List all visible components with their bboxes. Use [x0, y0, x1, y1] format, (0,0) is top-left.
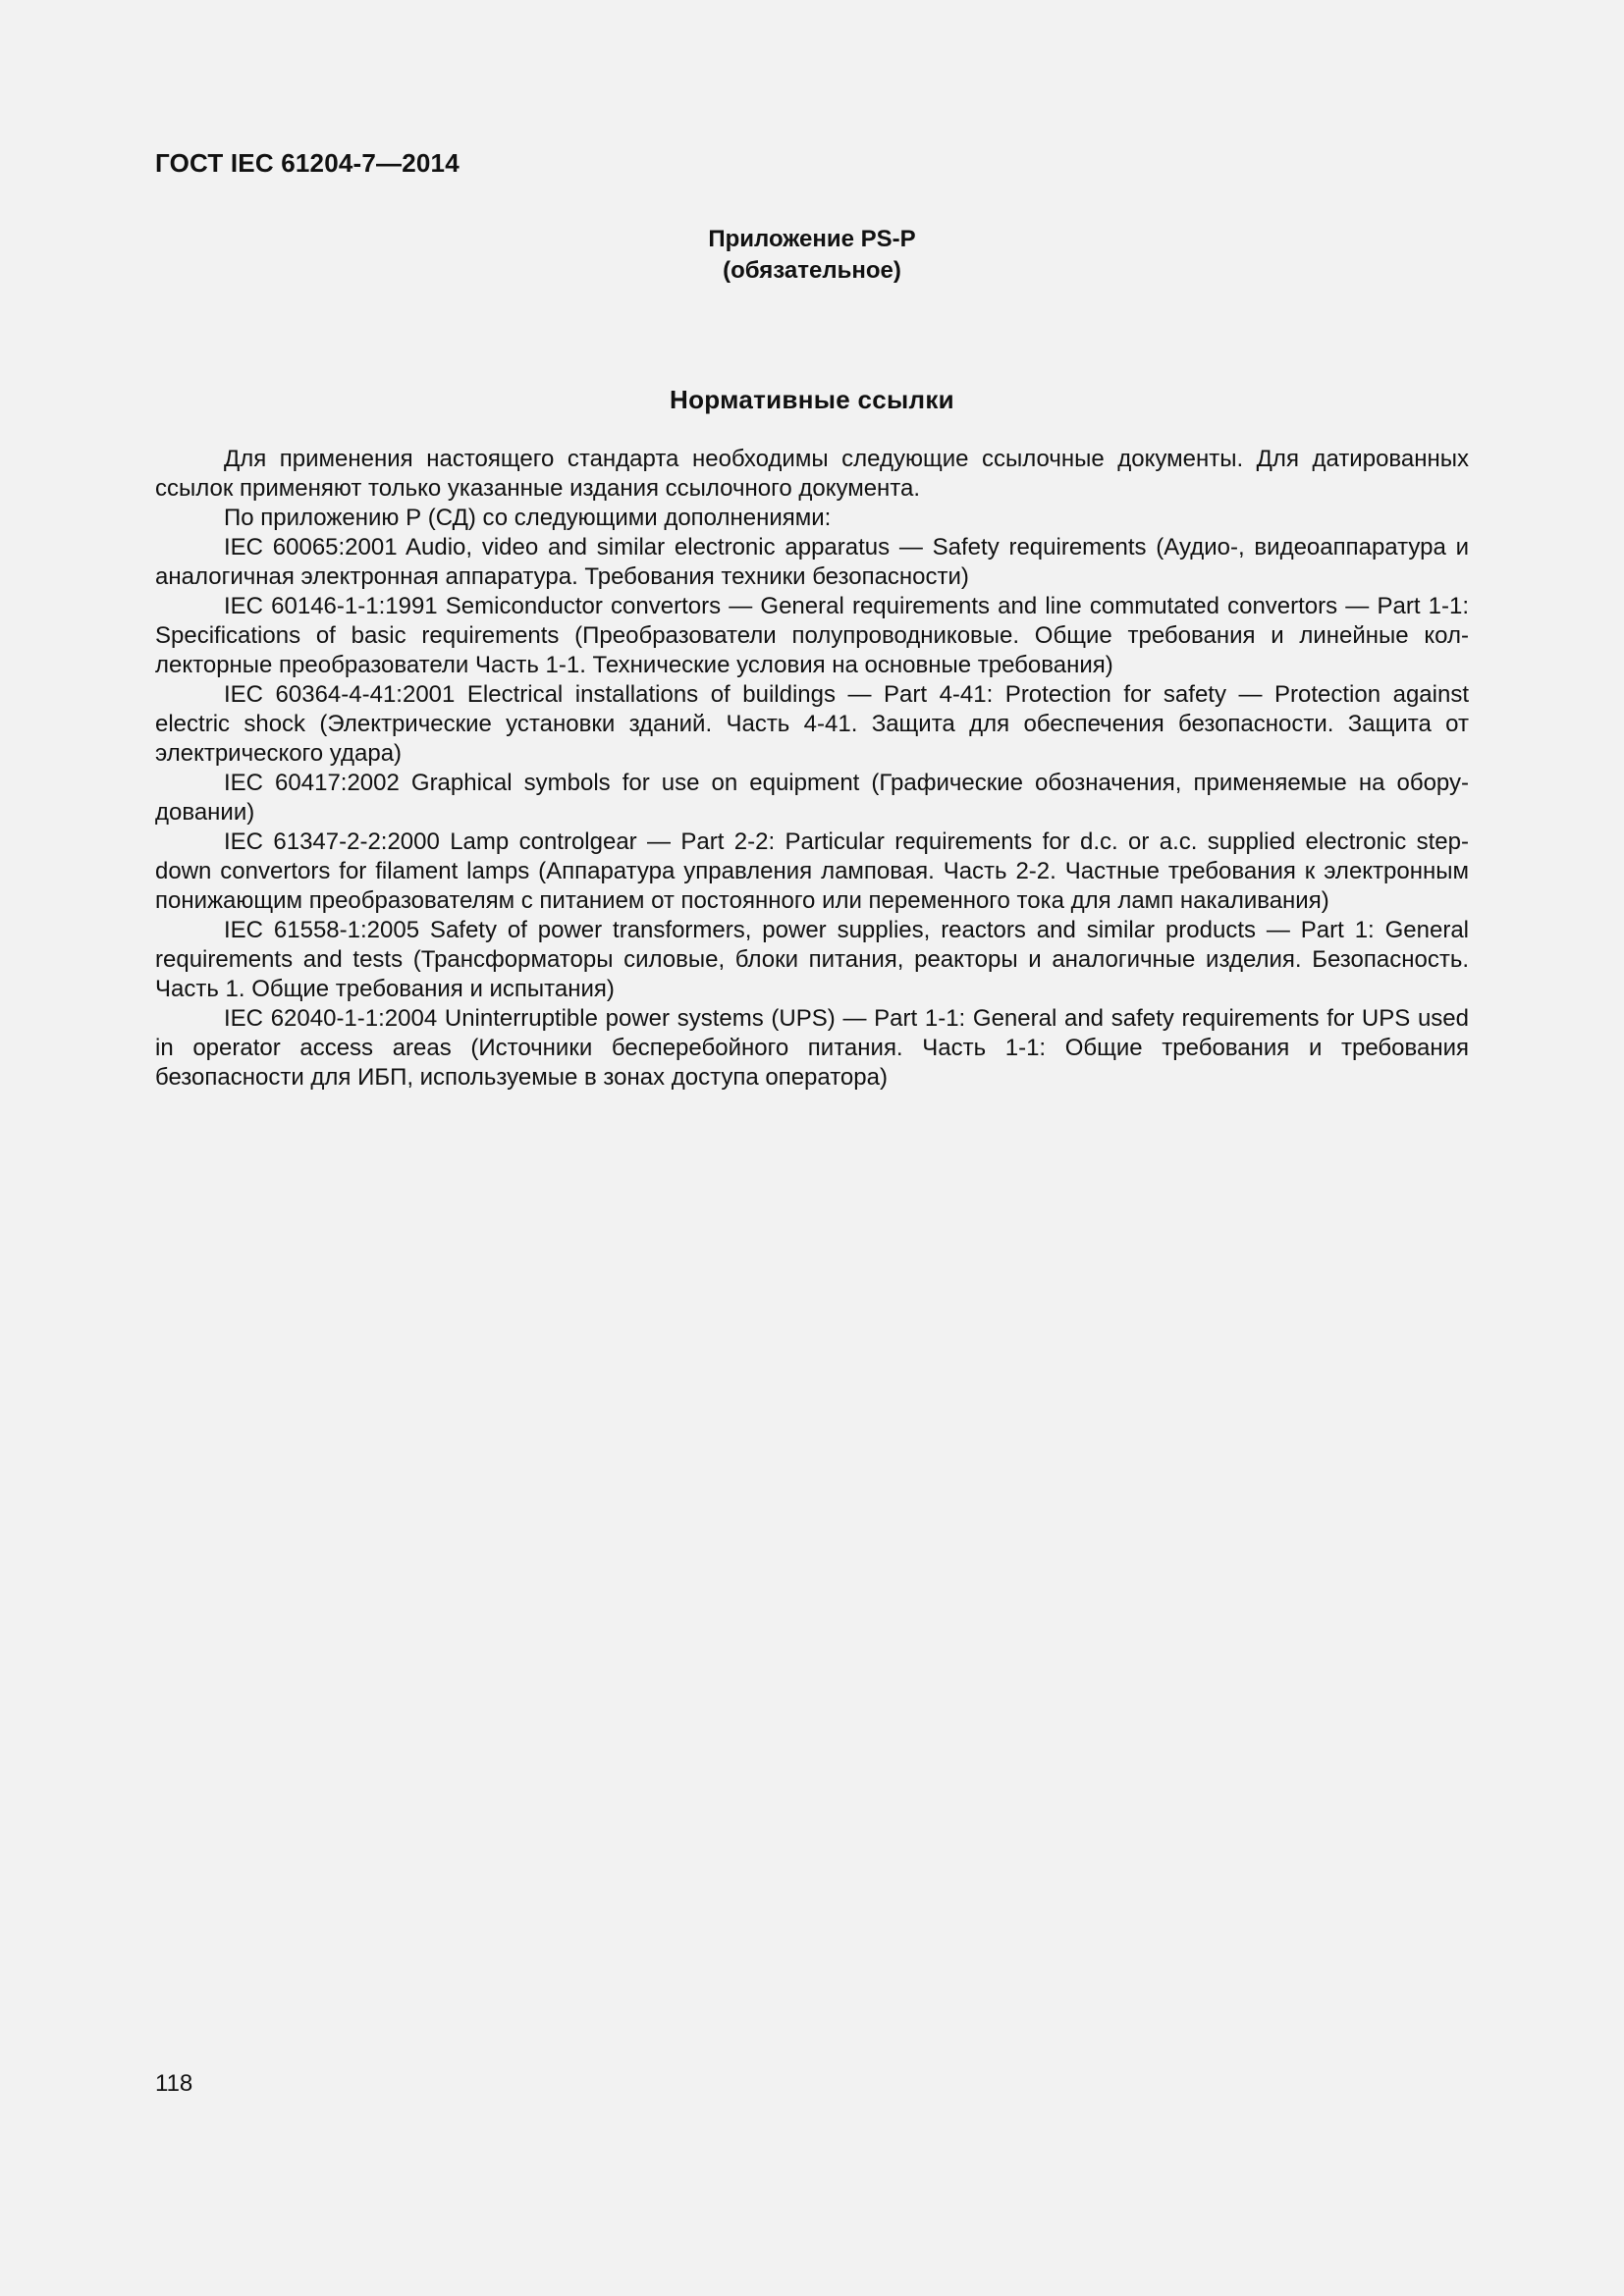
reference-iec-62040-1-1: IEC 62040-1-1:2004 Uninterruptible power systems (UPS) — Part 1-1: General and safety requirements for UPS used in operator access areas (Источники бесперебойного питания. Часть 1-1: Общие требования и требования безопасности для ИБП, используемые в зонах доступа оператора): [155, 1005, 1469, 1091]
page-number: 118: [155, 2070, 193, 2097]
reference-iec-60417: IEC 60417:2002 Graphical symbols for use on equipment (Графические обозначения, применяемые на оборудовании): [155, 770, 1469, 826]
paragraph-annex-reference: По приложению Р (СД) со следующими дополнениями:: [224, 505, 832, 531]
section-title: Нормативные ссылки: [670, 385, 954, 414]
annex-title: Приложение PS-P: [708, 226, 916, 252]
annex-status: (обязательное): [723, 257, 901, 284]
reference-iec-61347-2-2: IEC 61347-2-2:2000 Lamp controlgear — Part 2-2: Particular requirements for d.c. or a.c. supplied electronic step-down convertors for filament lamps (Аппаратура управления ламповая. Часть 2-2. Частные требования к электронным понижающим преобразователям с питанием от постоянного или переменного тока для ламп накаливания): [155, 828, 1469, 914]
reference-iec-61558-1: IEC 61558-1:2005 Safety of power transformers, power supplies, reactors and similar products — Part 1: General requirements and tests (Трансформаторы силовые, блоки питания, реакторы и аналогичные изделия. Безопасность. Часть 1. Общие требования и испытания): [155, 917, 1469, 1002]
annex-heading: [0, 224, 1624, 287]
reference-iec-60065: IEC 60065:2001 Audio, video and similar electronic apparatus — Safety requirements (Аудио-, видеоаппаратура и аналогичная электронная аппаратура. Требования техники безопасности): [155, 534, 1469, 590]
paragraph-intro: Для применения настоящего стандарта необходимы следующие ссылочные документы. Для датированных ссылок применяют только указанные издания ссылочного документа.: [155, 446, 1469, 502]
reference-iec-60364-4-41: IEC 60364-4-41:2001 Electrical installations of buildings — Part 4-41: Protection for safety — Protection against electric shock (Электрические установки зданий. Часть 4-41. Защита для обеспечения безопасности. Защита от электрического удара): [155, 681, 1469, 767]
document-code-header: ГОСТ IEC 61204-7—2014: [155, 148, 460, 178]
normative-references-body: [155, 445, 1469, 1093]
reference-iec-60146-1-1: IEC 60146-1-1:1991 Semiconductor convertors — General requirements and line commutated convertors — Part 1-1: Specifications of basic requirements (Преобразователи полупроводниковые. Общие требования и линейные коллекторные преобразователи Часть 1-1. Технические условия на основные требования): [155, 593, 1469, 678]
